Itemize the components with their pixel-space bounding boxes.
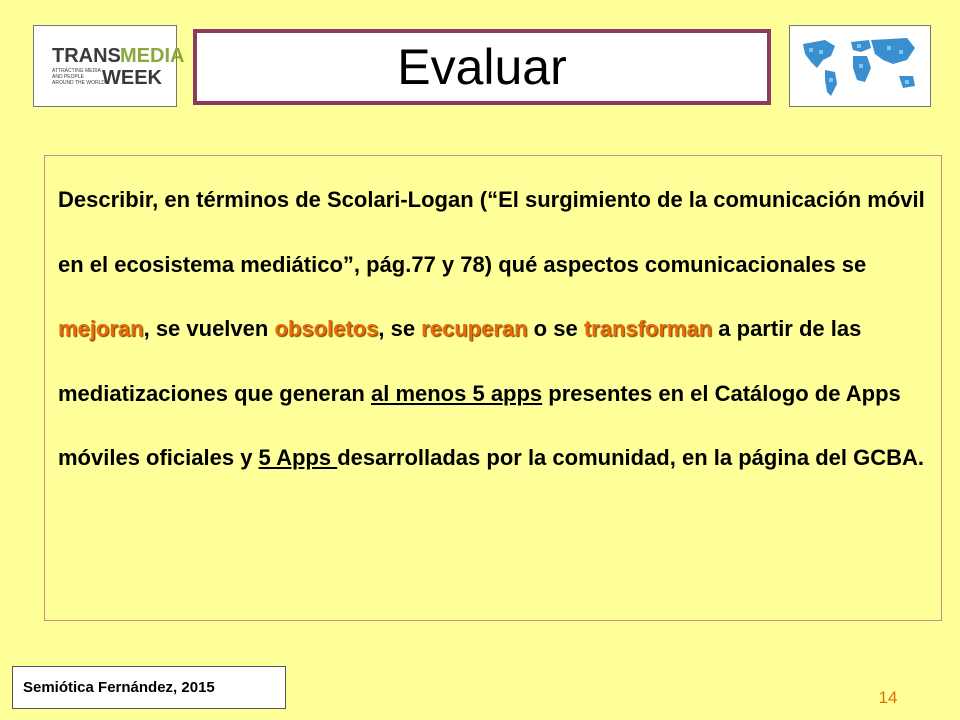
assignment-panel: [44, 155, 942, 621]
highlight-transforman: transforman: [583, 316, 713, 341]
assignment-text-part: presentes en el Catálogo de Apps móviles oficiales y: [58, 380, 907, 470]
logo-icon: [40, 36, 185, 96]
logo-tagline-3: AROUND THE WORLD: [52, 80, 105, 86]
page-number: 14: [878, 688, 898, 707]
underlined-community-apps: 5 Apps: [258, 445, 338, 470]
assignment-text-part: o se: [527, 316, 584, 341]
logo-tagline-2: AND PEOPLE: [52, 74, 84, 80]
logo-word-week: WEEK: [102, 67, 162, 89]
assignment-text-part: Describir, en términos de Scolari-Logan (“El surgimiento de la comunicación móvil en el ecosistema mediático”, pág.77 y 78) qué aspectos comunicacionales se: [58, 187, 931, 277]
underlined-apps-count: al menos 5 apps: [370, 380, 543, 406]
footer-credit: [12, 666, 286, 709]
highlight-recuperan: recuperan: [421, 316, 528, 341]
logo-word-media: MEDIA: [120, 45, 185, 67]
highlight-mejoran: mejoran: [58, 316, 144, 341]
credit-text: Semiótica Fernández, 2015: [23, 679, 215, 696]
highlight-obsoletos: obsoletos: [274, 316, 379, 341]
world-map-image: [789, 25, 931, 107]
logo-tagline-1: ATTRACTING MEDIA: [52, 68, 101, 74]
assignment-text-part: a partir de las mediatizaciones que generan: [58, 316, 868, 406]
world-map-icon: [795, 30, 925, 102]
assignment-text: [58, 168, 931, 491]
assignment-text-part: desarrolladas por la comunidad, en la página del GCBA.: [337, 445, 925, 470]
title-frame: [193, 29, 771, 105]
transmedia-week-logo: [33, 25, 185, 107]
page-title: Evaluar: [397, 39, 567, 95]
logo-word-trans: TRANS: [52, 45, 121, 67]
assignment-text-part: , se vuelven: [143, 316, 275, 341]
assignment-text-part: , se: [378, 316, 422, 341]
